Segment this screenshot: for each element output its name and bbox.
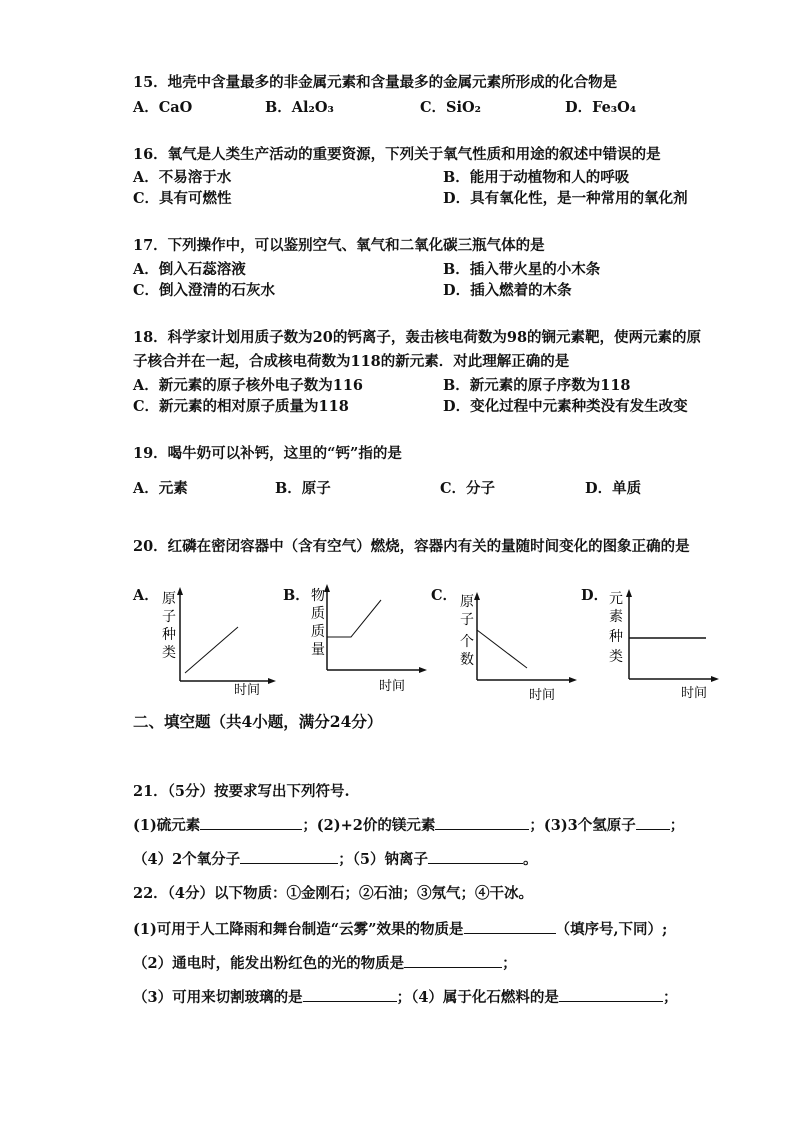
graph-b-xlabel: 时间 bbox=[379, 679, 406, 692]
graph-d-ylabel-3: 种 bbox=[609, 629, 623, 645]
graph-d-ylabel-2: 素 bbox=[609, 609, 623, 625]
q22-blank-2[interactable] bbox=[404, 953, 502, 968]
q16-option-b: B．能用于动植物和人的呼吸 bbox=[443, 169, 630, 186]
q15-option-b: B．Al₂O₃ bbox=[265, 99, 334, 116]
q15-option-c: C．SiO₂ bbox=[420, 99, 482, 116]
q17-option-d: D．插入燃着的木条 bbox=[443, 282, 572, 299]
q21-part1-label: (1)硫元素 bbox=[133, 817, 201, 834]
graph-b-ylabel-3: 质 bbox=[311, 624, 325, 640]
section-2-title: 二、填空题（共4小题，满分24分） bbox=[133, 712, 383, 731]
q16-stem: 16．氧气是人类生产活动的重要资源，下列关于氧气性质和用途的叙述中错误的是 bbox=[133, 146, 661, 163]
q16-option-c: C．具有可燃性 bbox=[133, 190, 232, 207]
q21-line2 bbox=[133, 849, 538, 870]
q21-blank-1[interactable] bbox=[200, 815, 302, 830]
q21-blank-2[interactable] bbox=[435, 815, 529, 830]
graph-b-ylabel-2: 质 bbox=[311, 606, 325, 622]
graph-a-line bbox=[185, 627, 238, 673]
q21-part3-label: ；(3)3个氢原子 bbox=[529, 817, 636, 834]
graph-b bbox=[305, 580, 435, 692]
graph-c-ylabel-2: 子 bbox=[460, 612, 474, 628]
graph-d-ylabel-4: 类 bbox=[609, 649, 623, 665]
graph-b-ylabel-4: 量 bbox=[311, 642, 325, 658]
q21-stem: 21．（5分）按要求写出下列符号. bbox=[133, 783, 350, 800]
q19-option-b: B．原子 bbox=[275, 480, 331, 497]
graph-d bbox=[603, 585, 728, 700]
q22-stem: 22．（4分）以下物质：①金刚石；②石油；③氖气；④干冰。 bbox=[133, 885, 534, 902]
q21-blank-5[interactable] bbox=[428, 849, 523, 864]
graph-a-label: A． bbox=[133, 587, 159, 604]
q16-option-d: D．具有氧化性，是一种常用的氧化剂 bbox=[443, 190, 688, 207]
q21-part4-label: （4）2个氧分子 bbox=[133, 851, 241, 868]
q15-option-d: D．Fe₃O₄ bbox=[565, 99, 637, 116]
q17-option-a: A．倒入石蕊溶液 bbox=[133, 261, 246, 278]
q19-stem: 19．喝牛奶可以补钙，这里的“钙”指的是 bbox=[133, 445, 402, 462]
graph-a-ylabel-2: 子 bbox=[162, 609, 176, 625]
graph-c-ylabel-1: 原 bbox=[460, 594, 474, 610]
q18-option-d: D．变化过程中元素种类没有发生改变 bbox=[443, 398, 688, 415]
q21-blank-4[interactable] bbox=[240, 849, 338, 864]
q18-option-a: A．新元素的原子核外电子数为116 bbox=[133, 377, 364, 394]
graph-a-ylabel-3: 种 bbox=[162, 627, 176, 643]
q18-option-c: C．新元素的相对原子质量为118 bbox=[133, 398, 349, 415]
q17-stem: 17．下列操作中，可以鉴别空气、氧气和二氧化碳三瓶气体的是 bbox=[133, 237, 545, 254]
q18-option-b: B．新元素的原子序数为118 bbox=[443, 377, 631, 394]
graph-c bbox=[455, 588, 585, 703]
graph-d-xlabel: 时间 bbox=[681, 686, 708, 700]
graph-c-line bbox=[477, 630, 527, 668]
q15-option-a: A．CaO bbox=[133, 99, 193, 116]
q22-blank-4[interactable] bbox=[559, 987, 663, 1002]
q21-line1-end: ； bbox=[669, 817, 685, 834]
q22-blank-1[interactable] bbox=[464, 919, 556, 934]
q16-option-a: A．不易溶于水 bbox=[133, 169, 232, 186]
graph-c-ylabel-3: 个 bbox=[460, 634, 474, 650]
q21-line2-end: 。 bbox=[523, 851, 538, 868]
q22-part3-label: （3）可用来切割玻璃的是 bbox=[133, 989, 303, 1006]
graph-c-xlabel: 时间 bbox=[529, 688, 556, 703]
q21-part2-label: ；(2)+2价的镁元素 bbox=[302, 817, 436, 834]
q15-stem: 15．地壳中含量最多的非金属元素和含量最多的金属元素所形成的化合物是 bbox=[133, 74, 618, 91]
q17-option-c: C．倒入澄清的石灰水 bbox=[133, 282, 276, 299]
graph-d-ylabel-1: 元 bbox=[609, 591, 623, 607]
graph-a bbox=[150, 585, 280, 697]
q22-line3 bbox=[133, 987, 677, 1008]
q22-line2-end: ； bbox=[502, 955, 517, 972]
graph-a-ylabel-1: 原 bbox=[162, 591, 176, 607]
q22-part1-note: （填序号,下同）; bbox=[555, 921, 668, 938]
q22-part4-label: ；（4）属于化石燃料的是 bbox=[396, 989, 559, 1006]
q22-line2 bbox=[133, 953, 517, 974]
q17-option-b: B．插入带火星的小木条 bbox=[443, 261, 601, 278]
q19-option-c: C．分子 bbox=[440, 480, 496, 497]
graph-d-label: D． bbox=[581, 587, 609, 604]
graph-a-xlabel: 时间 bbox=[234, 683, 261, 697]
q22-part1-label: (1)可用于人工降雨和舞台制造“云雾”效果的物质是 bbox=[133, 921, 464, 938]
q20-stem: 20．红磷在密闭容器中（含有空气）燃烧，容器内有关的量随时间变化的图象正确的是 bbox=[133, 538, 690, 555]
q21-line1 bbox=[133, 815, 684, 836]
q21-blank-3[interactable] bbox=[636, 815, 670, 830]
q19-option-d: D．单质 bbox=[585, 480, 642, 497]
graph-b-label: B． bbox=[283, 587, 310, 604]
q18-stem-line1: 18．科学家计划用质子数为20的钙离子，轰击核电荷数为98的锎元素靶，使两元素的原 bbox=[133, 329, 702, 346]
q18-stem-line2: 子核合并在一起，合成核电荷数为118的新元素．对此理解正确的是 bbox=[133, 353, 570, 370]
graph-c-label: C． bbox=[431, 587, 458, 604]
graph-b-line bbox=[327, 600, 381, 637]
q22-part2-label: （2）通电时，能发出粉红色的光的物质是 bbox=[133, 955, 405, 972]
q22-line3-end: ； bbox=[662, 989, 678, 1006]
q22-line1 bbox=[133, 919, 667, 940]
q21-part5-label: ；（5）钠离子 bbox=[338, 851, 429, 868]
q22-blank-3[interactable] bbox=[303, 987, 397, 1002]
graph-a-ylabel-4: 类 bbox=[162, 645, 176, 661]
graph-c-ylabel-4: 数 bbox=[460, 652, 474, 668]
q19-option-a: A．元素 bbox=[133, 480, 188, 497]
graph-b-ylabel-1: 物 bbox=[311, 588, 325, 604]
